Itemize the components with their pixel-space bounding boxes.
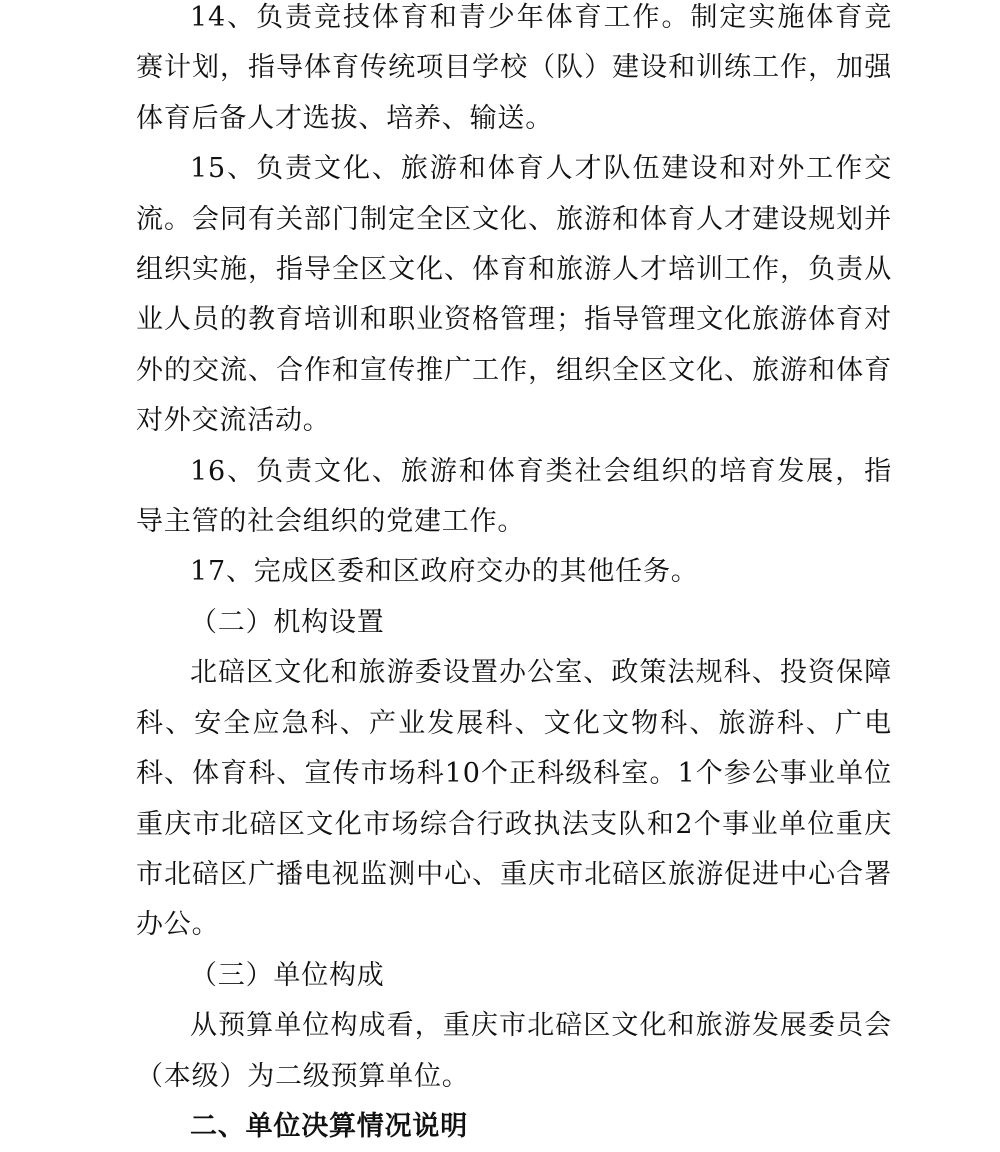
section-title-organization: （二）机构设置 [190,606,385,638]
organization-paragraph: 北碚区文化和旅游委设置办公室、政策法规科、投资保障科、安全应急科、产业发展科、文化文物科、旅游科、广电科、体育科、宣传市场科10个正科级科室。1个参公事业单位重庆市北碚区文化市场综合行政执法支队和2个事业单位重庆市北碚区广播电视监测中心、重庆市北碚区旅游促进中心合署办公。 [136,657,892,941]
duty-item-17: 17、完成区委和区政府交办的其他任务。 [190,556,699,588]
heading-final-accounts: 二、单位决算情况说明 [190,1110,468,1142]
section-title-unit-composition: （三）单位构成 [190,959,385,991]
unit-composition-paragraph: 从预算单位构成看，重庆市北碚区文化和旅游发展委员会（本级）为二级预算单位。 [136,1010,892,1092]
duty-item-16: 16、负责文化、旅游和体育类社会组织的培育发展，指导主管的社会组织的党建工作。 [136,455,892,538]
document-body [136,0,892,1152]
duty-item-15: 15、负责文化、旅游和体育人才队伍建设和对外工作交流。会同有关部门制定全区文化、旅游和体育人才建设规划并组织实施，指导全区文化、体育和旅游人才培训工作，负责从业人员的教育培训和职业资格管理；指导管理文化旅游体育对外的交流、合作和宣传推广工作，组织全区文化、旅游和体育对外交流活动。 [136,153,892,437]
duty-item-14: 14、负责竞技体育和青少年体育工作。制定实施体育竞赛计划，指导体育传统项目学校（队）建设和训练工作，加强体育后备人才选拔、培养、输送。 [136,2,892,134]
